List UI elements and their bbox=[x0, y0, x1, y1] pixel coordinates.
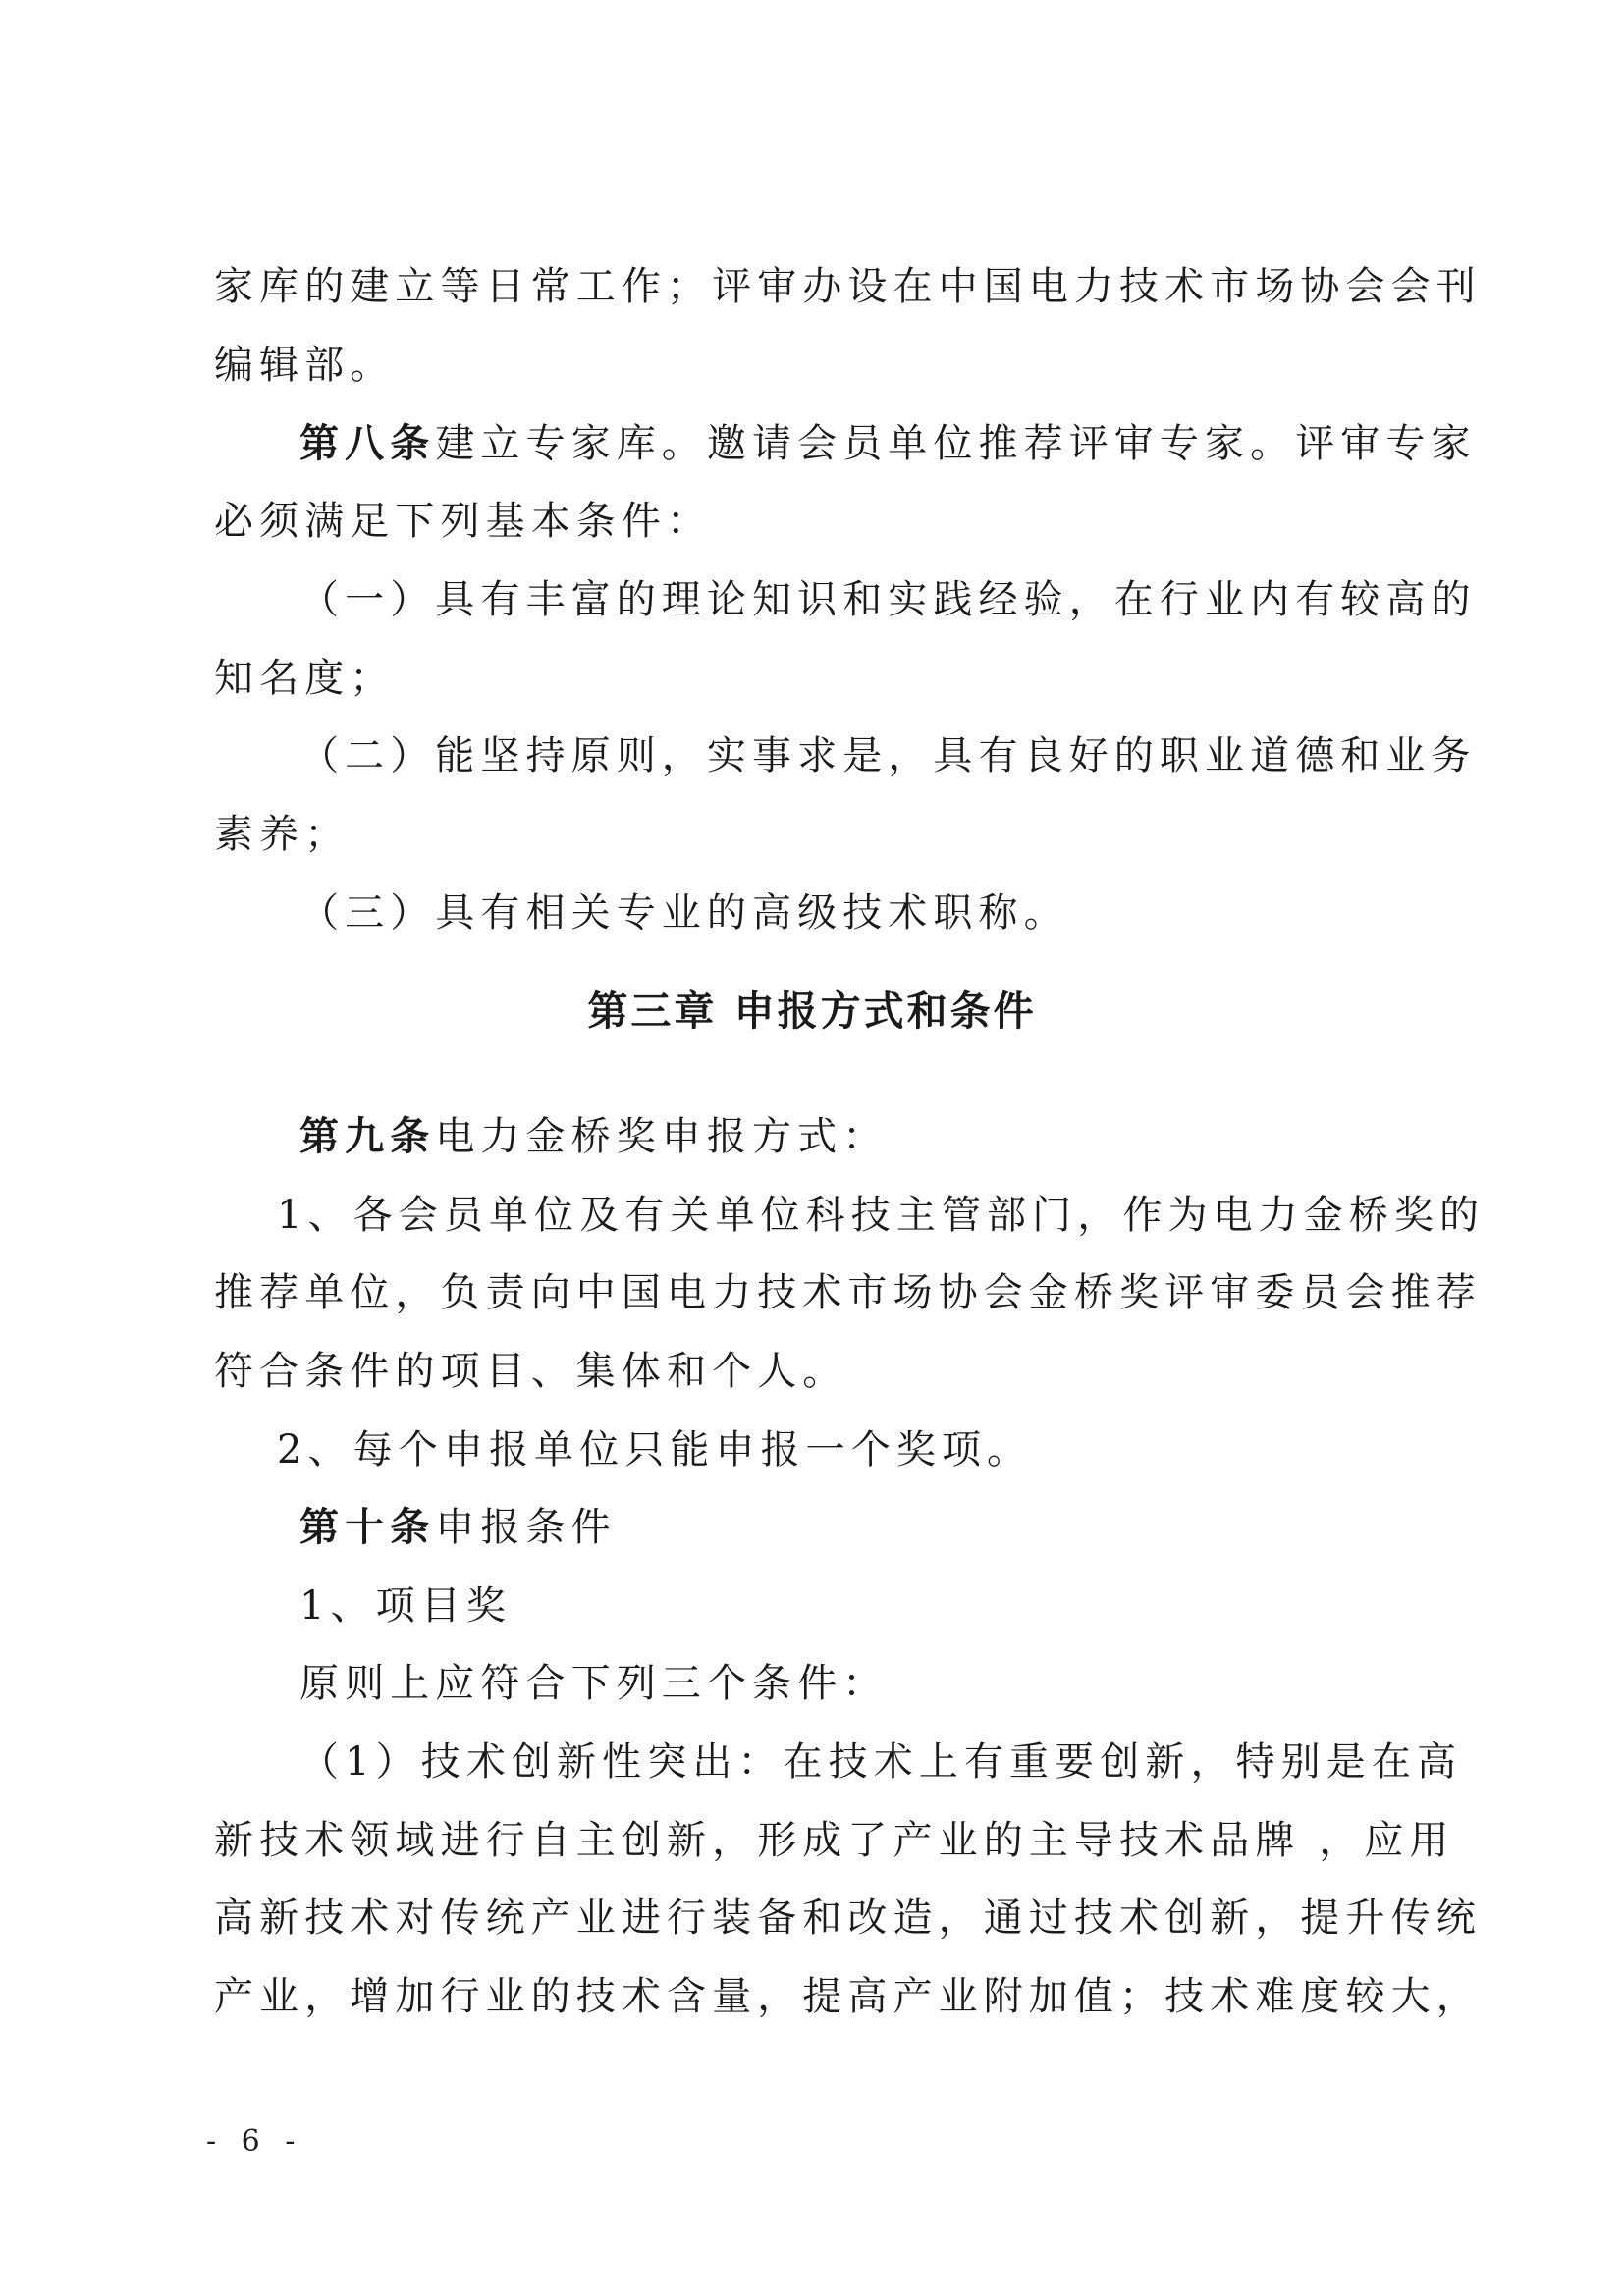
numbered-item: 2、每个申报单位只能申报一个奖项。 bbox=[277, 1427, 1033, 1472]
condition-item: （一）具有丰富的理论知识和实践经验，在行业内有较高的 bbox=[299, 577, 1477, 622]
numbered-item: 1、项目奖 bbox=[299, 1583, 512, 1629]
body-text-line: 推荐单位，负责向中国电力技术市场协会金桥奖评审委员会推荐 bbox=[214, 1270, 1482, 1315]
body-text-line: 高新技术对传统产业进行装备和改造，通过技术创新，提升传统 bbox=[214, 1896, 1482, 1941]
condition-item: （二）能坚持原则，实事求是，具有良好的职业道德和业务 bbox=[299, 733, 1477, 778]
article-8-line bbox=[299, 416, 1477, 471]
article-heading: 第九条 bbox=[299, 1113, 436, 1159]
body-text-line: 产业，增加行业的技术含量，提高产业附加值；技术难度较大， bbox=[214, 1974, 1482, 2019]
chapter-title: 第三章 申报方式和条件 bbox=[587, 988, 1037, 1035]
body-text-line: 编辑部。 bbox=[214, 343, 396, 388]
article-9-line bbox=[299, 1109, 1422, 1164]
body-text-line: 新技术领域进行自主创新，形成了产业的主导技术品牌 ，应用 bbox=[214, 1818, 1455, 1863]
article-text: 建立专家库。邀请会员单位推荐评审专家。评审专家 bbox=[435, 421, 1477, 466]
body-text-line: 原则上应符合下列三个条件： bbox=[299, 1661, 889, 1706]
numbered-item: （1）技术创新性突出：在技术上有重要创新，特别是在高 bbox=[299, 1739, 1463, 1785]
numbered-item: 1、各会员单位及有关单位科技主管部门，作为电力金桥奖的 bbox=[277, 1193, 1486, 1238]
article-text: 电力金桥奖申报方式： bbox=[435, 1114, 889, 1159]
body-text-line: 知名度； bbox=[214, 656, 396, 701]
body-text-line: 素养； bbox=[214, 812, 351, 857]
body-text-line: 符合条件的项目、集体和个人。 bbox=[214, 1349, 848, 1394]
article-heading: 第八条 bbox=[299, 420, 436, 466]
body-text-line: 必须满足下列基本条件： bbox=[214, 499, 713, 544]
condition-item: （三）具有相关专业的高级技术职称。 bbox=[299, 890, 1069, 935]
page-number: - 6 - bbox=[206, 2124, 303, 2159]
article-heading: 第十条 bbox=[299, 1504, 436, 1550]
article-text: 申报条件 bbox=[435, 1505, 617, 1550]
article-10-line bbox=[299, 1500, 1422, 1555]
body-text-line: 家库的建立等日常工作；评审办设在中国电力技术市场协会会刊 bbox=[214, 264, 1482, 309]
